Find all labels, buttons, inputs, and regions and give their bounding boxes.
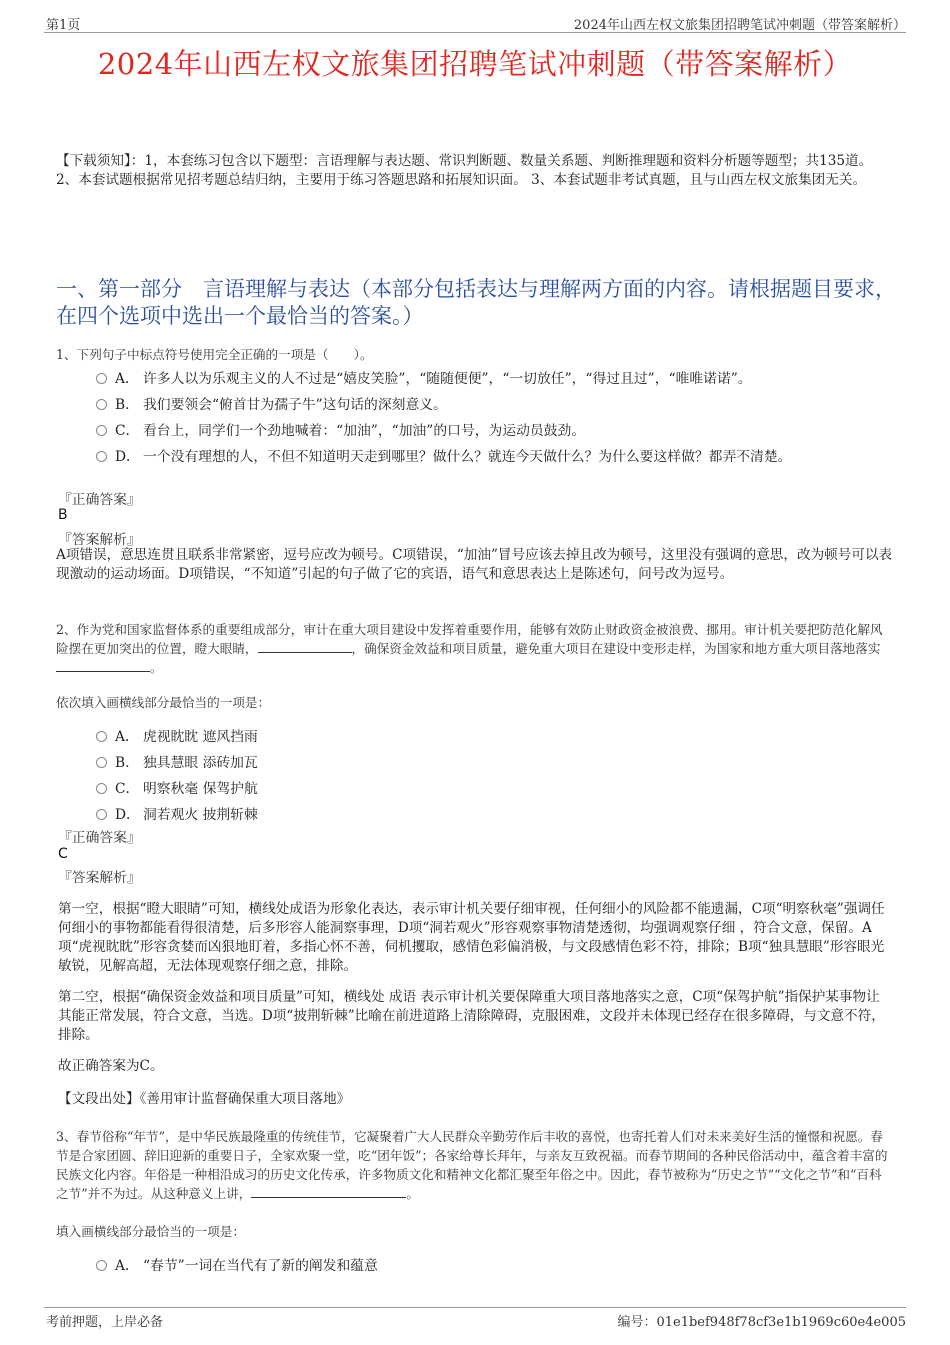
option-text: 一个没有理想的人，不但不知道明天走到哪里？做什么？就连今天做什么？为什么要这样做？都弄不清楚。 — [143, 449, 792, 465]
option-letter: D． — [115, 449, 140, 465]
q1-answer-heading: 『正确答案』 — [58, 492, 141, 508]
q2-option-a[interactable] — [96, 727, 258, 747]
q2-answer: C — [58, 846, 68, 862]
option-text: 虎视眈眈 遮风挡雨 — [143, 729, 258, 745]
option-text: 独具慧眼 添砖加瓦 — [143, 755, 258, 771]
header-divider — [44, 32, 906, 33]
option-text: 许多人以为乐观主义的人不过是“嬉皮笑脸”，“随随便便”，“一切放任”，“得过且过”，“唯唯诺诺”。 — [143, 371, 752, 387]
running-title: 2024年山西左权文旅集团招聘笔试冲刺题（带答案解析） — [573, 18, 906, 33]
option-letter: A． — [115, 1258, 139, 1274]
q2-analysis-paragraph-2: 第二空，根据“确保资金效益和项目质量”可知，横线处 成语 表示审计机关要保障重大项目落地落实之意，C项“保驾护航”指保护某事物让其能正常发展，符合文意，当选。D项“披荆斩棘”比喻在前进道路上清除障碍，克服困难，文段并未体现已经存在很多障碍，与文意不符，排除。 — [58, 989, 885, 1043]
q3-option-a[interactable] — [96, 1256, 378, 1276]
radio-button-icon[interactable] — [96, 399, 107, 410]
q3-instruction: 填入画横线部分最恰当的一项是： — [56, 1224, 245, 1239]
q2-answer-heading: 『正确答案』 — [58, 830, 141, 846]
blank-line — [258, 640, 352, 653]
q2-stem-part2: ，确保资金效益和项目质量，避免重大项目在建设中变形走样，为国家和地方重大项目落地落实 — [351, 641, 881, 656]
section-title: 一、第一部分 言语理解与表达（本部分包括表达与理解两方面的内容。请根据题目要求，在四个选项中选出一个最恰当的答案。） — [56, 277, 896, 328]
document-id: 编号：01e1bef948f78cf3e1b1969c60e4e005 — [617, 1315, 906, 1330]
q2-option-d[interactable] — [96, 805, 258, 825]
option-text: 看台上，同学们一个劲地喊着：“加油”，“加油”的口号，为运动员鼓劲。 — [143, 423, 586, 439]
radio-button-icon[interactable] — [96, 1260, 107, 1271]
q2-source: 【文段出处】《善用审计监督确保重大项目落地》 — [58, 1091, 351, 1107]
q1-analysis: A项错误，意思连贯且联系非常紧密，逗号应改为顿号。C项错误，“加油”冒号应该去掉且改为顿号，这里没有强调的意思，改为顿号可以表现激动的运动场面。D项错误，“不知道”引起的句子做了它的宾语，语气和意思表达上是陈述句，问号改为逗号。 — [56, 547, 893, 582]
radio-button-icon[interactable] — [96, 757, 107, 768]
option-letter: B. — [115, 755, 130, 771]
radio-button-icon[interactable] — [96, 373, 107, 384]
q2-stem-part1: 2、作为党和国家监督体系的重要组成部分，审计在重大项目建设中发挥着重要作用，能够有效防止财政资金被浪费、挪用。审计机关要把防范化解风险摆在更加突出的位置，瞪大眼睛， — [56, 622, 883, 656]
q3-stem-end: 。 — [406, 1186, 419, 1201]
download-notice: 【下载须知】：1，本套练习包含以下题型：言语理解与表达题、常识判断题、数量关系题、判断推理题和资料分析题等题型；共135道。 2、本套试题根据常见招考题总结归纳，主要用于练习答题思路和拓展知识面。 3、本套试题非考试真题，且与山西左权文旅集团无关。 — [56, 153, 873, 188]
q1-option-d[interactable] — [96, 447, 791, 467]
q1-option-a[interactable] — [96, 369, 752, 389]
q2-analysis-paragraph-1: 第一空，根据“瞪大眼睛”可知，横线处成语为形象化表达，表示审计机关要仔细审视，任何细小的风险都不能遗漏，C项“明察秋毫”强调任何细小的事物都能看得很清楚，后多形容人能洞察事理，D项“洞若观火”形容观察事物清楚透彻，均强调观察仔细 ，符合文意，保留。A项“虎视眈眈”形容贪婪而凶狠地盯着，多指心怀不善，伺机攫取，感情色彩偏消极，与文段感情色彩不符，排除；B项“独具慧眼”形容眼光敏锐，见解高超，无法体现观察仔细之意，排除。 — [58, 901, 885, 974]
q2-instruction: 依次填入画横线部分最恰当的一项是： — [56, 695, 271, 710]
radio-button-icon[interactable] — [96, 809, 107, 820]
option-text: 洞若观火 披荆斩棘 — [143, 807, 258, 823]
q2-analysis-heading: 『答案解析』 — [58, 870, 141, 886]
footer-divider — [44, 1307, 906, 1308]
option-letter: B. — [115, 397, 130, 413]
radio-button-icon[interactable] — [96, 451, 107, 462]
question-1-stem: 1、下列句子中标点符号使用完全正确的一项是（ ）。 — [56, 347, 373, 362]
q1-answer: B — [58, 507, 68, 523]
blank-line — [56, 659, 150, 672]
option-text: 我们要领会“俯首甘为孺子牛”这句话的深刻意义。 — [143, 397, 447, 413]
option-letter: A． — [115, 371, 139, 387]
q2-option-c[interactable] — [96, 779, 258, 799]
q3-stem-text: 3、春节俗称“年节”，是中华民族最隆重的传统佳节，它凝聚着广大人民群众辛勤劳作后丰收的喜悦，也寄托着人们对未来美好生活的憧憬和祝愿。春节是合家团圆、辞旧迎新的重要日子，全家欢聚一堂，吃“团年饭”；各家给尊长拜年，与亲友互致祝福。而春节期间的各种民俗活动中，蕴含着丰富的民族文化内容。年俗是一种相沿成习的历史文化传承，许多物质文化和精神文化都汇聚至年俗之中。因此，春节被称为“历史之节”“文化之节”和“百科之节”并不为过。从这种意义上讲， — [56, 1129, 888, 1201]
question-3-stem — [56, 1127, 894, 1203]
q2-stem-end: 。 — [150, 660, 163, 675]
q2-conclusion: 故正确答案为C。 — [58, 1058, 164, 1074]
option-text: 明察秋毫 保驾护航 — [143, 781, 258, 797]
radio-button-icon[interactable] — [96, 425, 107, 436]
q1-option-b[interactable] — [96, 395, 447, 415]
option-text: “春节”一词在当代有了新的阐发和蕴意 — [143, 1258, 378, 1274]
footer-slogan: 考前押题，上岸必备 — [46, 1315, 164, 1330]
option-letter: D． — [115, 807, 140, 823]
q2-option-b[interactable] — [96, 753, 258, 773]
blank-line — [251, 1185, 406, 1198]
radio-button-icon[interactable] — [96, 731, 107, 742]
q1-option-c[interactable] — [96, 421, 585, 441]
radio-button-icon[interactable] — [96, 783, 107, 794]
page-title: 2024年山西左权文旅集团招聘笔试冲刺题（带答案解析） — [97, 47, 853, 81]
option-letter: C． — [115, 423, 140, 439]
page-number: 第1页 — [46, 18, 81, 33]
question-2-stem — [56, 620, 894, 677]
option-letter: A． — [115, 729, 139, 745]
q1-analysis-heading: 『答案解析』 — [58, 532, 141, 548]
option-letter: C． — [115, 781, 140, 797]
